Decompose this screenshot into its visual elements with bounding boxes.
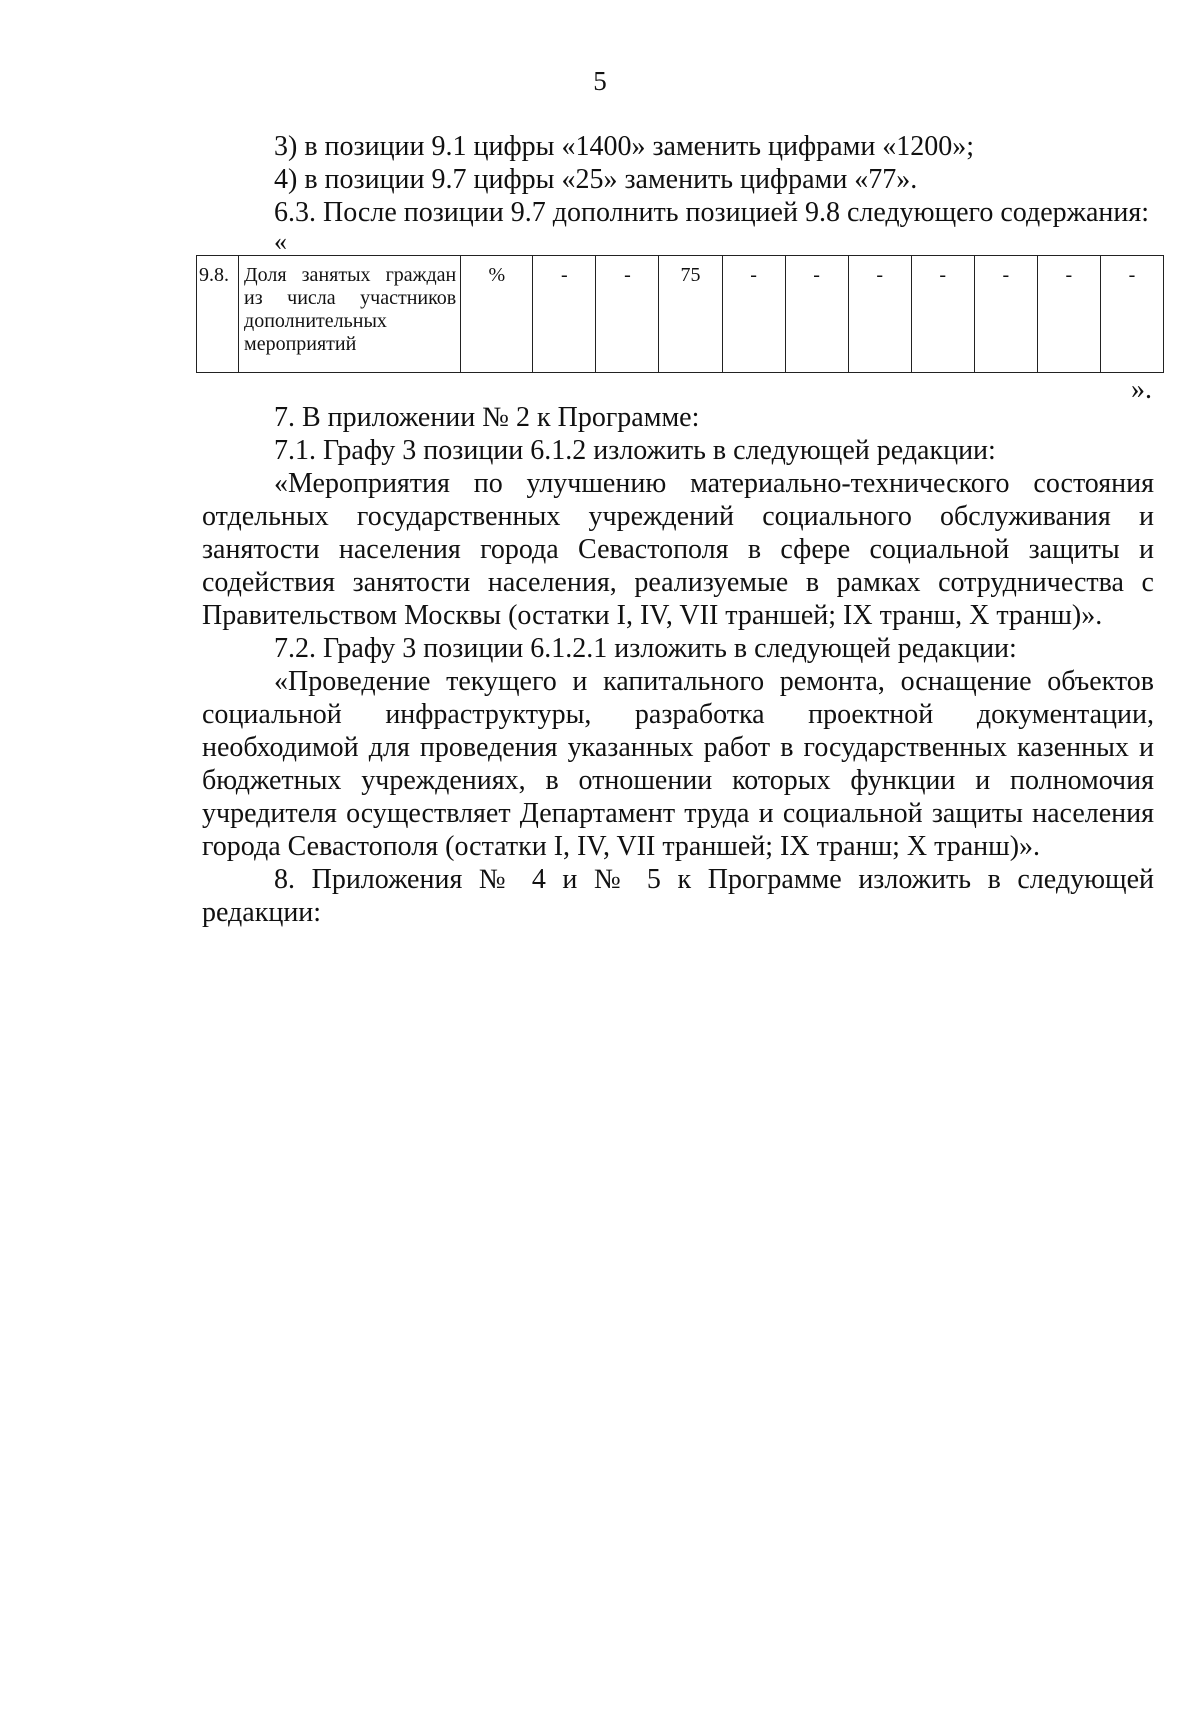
table-cell-value: -: [1037, 256, 1100, 373]
paragraph-7-2-quote: «Проведение текущего и капитального ремонта, оснащение объектов социальной инфраструктуры, разработка проектной документации, необходимой для проведения указанных работ в государственных казенных и бюджетных учреждениях, в отношении которых функции и полномочия учредителя осуществляет Департамент труда и социальной защиты населения города Севастополя (остатки I, IV, VII траншей; IX транш; X транш)».: [202, 666, 1154, 862]
paragraph-item-3: 3) в позиции 9.1 цифры «1400» заменить цифрами «1200»;: [274, 131, 975, 162]
insert-table: [196, 255, 1164, 373]
table-row: [197, 256, 1164, 373]
paragraph-6-3: 6.3. После позиции 9.7 дополнить позицией 9.8 следующего содержания:: [274, 197, 1150, 228]
paragraph-7-1: 7.1. Графу 3 позиции 6.1.2 изложить в следующей редакции:: [274, 435, 996, 466]
paragraph-7-1-quote: «Мероприятия по улучшению материально-технического состояния отдельных государственных учреждений социального обслуживания и занятости населения города Севастополя в сфере социальной защиты и содействия занятости населения, реализуемые в рамках сотрудничества с Правительством Москвы (остатки I, IV, VII траншей; IX транш, X транш)».: [202, 468, 1154, 631]
table-cell-name: Доля занятых граждан из числа участников дополнительных мероприятий: [239, 256, 461, 373]
table-cell-value: -: [785, 256, 848, 373]
table-cell-value: -: [1100, 256, 1163, 373]
table-cell-value: -: [596, 256, 659, 373]
paragraph-item-4: 4) в позиции 9.7 цифры «25» заменить цифрами «77».: [274, 164, 918, 195]
table-cell-value: -: [974, 256, 1037, 373]
paragraph-8: 8. Приложения № 4 и № 5 к Программе изложить в следующей редакции:: [202, 864, 1154, 928]
table-cell-value: 75: [659, 256, 722, 373]
paragraph-7-2: 7.2. Графу 3 позиции 6.1.2.1 изложить в следующей редакции:: [274, 633, 1017, 664]
page-number: 5: [593, 66, 607, 96]
table-cell-code: 9.8.: [197, 256, 239, 373]
quote-close-mark: ».: [1131, 374, 1152, 405]
table-cell-value: -: [848, 256, 911, 373]
quote-open-mark: «: [274, 227, 287, 256]
table-cell-value: -: [533, 256, 596, 373]
document-body: [199, 130, 1154, 929]
table-cell-value: -: [911, 256, 974, 373]
table-cell-value: -: [722, 256, 785, 373]
paragraph-7: 7. В приложении № 2 к Программе:: [274, 402, 700, 433]
table-cell-unit: %: [461, 256, 533, 373]
